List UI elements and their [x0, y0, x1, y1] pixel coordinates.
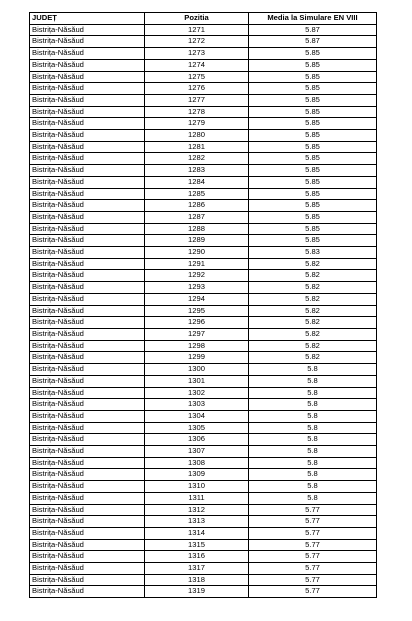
column-header-pozitia: Pozitia — [145, 13, 249, 25]
cell-judet: Bistrița-Năsăud — [30, 422, 145, 434]
cell-pozitia: 1315 — [145, 539, 249, 551]
table-row — [30, 24, 377, 36]
cell-judet: Bistrița-Năsăud — [30, 469, 145, 481]
cell-media: 5.8 — [249, 399, 377, 411]
cell-media: 5.83 — [249, 247, 377, 259]
table-row — [30, 118, 377, 130]
cell-media: 5.8 — [249, 364, 377, 376]
table-row — [30, 36, 377, 48]
cell-pozitia: 1300 — [145, 364, 249, 376]
cell-media: 5.87 — [249, 24, 377, 36]
cell-pozitia: 1282 — [145, 153, 249, 165]
cell-media: 5.85 — [249, 118, 377, 130]
table-header-row — [30, 13, 377, 25]
cell-pozitia: 1287 — [145, 211, 249, 223]
table-row — [30, 270, 377, 282]
cell-pozitia: 1297 — [145, 328, 249, 340]
table-row — [30, 235, 377, 247]
cell-media: 5.82 — [249, 328, 377, 340]
cell-media: 5.85 — [249, 71, 377, 83]
table-row — [30, 410, 377, 422]
table-row — [30, 188, 377, 200]
cell-media: 5.82 — [249, 305, 377, 317]
table-row — [30, 352, 377, 364]
column-header-media: Media la Simulare EN VIII — [249, 13, 377, 25]
cell-media: 5.77 — [249, 563, 377, 575]
results-sheet — [29, 12, 377, 598]
table-row — [30, 387, 377, 399]
cell-pozitia: 1276 — [145, 83, 249, 95]
cell-media: 5.8 — [249, 375, 377, 387]
cell-judet: Bistrița-Năsăud — [30, 24, 145, 36]
cell-media: 5.82 — [249, 352, 377, 364]
table-row — [30, 258, 377, 270]
cell-media: 5.85 — [249, 165, 377, 177]
cell-pozitia: 1316 — [145, 551, 249, 563]
cell-media: 5.77 — [249, 586, 377, 598]
cell-judet: Bistrița-Năsăud — [30, 176, 145, 188]
table-row — [30, 539, 377, 551]
cell-media: 5.8 — [249, 481, 377, 493]
cell-judet: Bistrița-Năsăud — [30, 153, 145, 165]
cell-pozitia: 1288 — [145, 223, 249, 235]
cell-media: 5.87 — [249, 36, 377, 48]
cell-judet: Bistrița-Năsăud — [30, 539, 145, 551]
table-row — [30, 59, 377, 71]
cell-media: 5.8 — [249, 422, 377, 434]
cell-media: 5.82 — [249, 293, 377, 305]
cell-judet: Bistrița-Năsăud — [30, 94, 145, 106]
cell-pozitia: 1283 — [145, 165, 249, 177]
cell-judet: Bistrița-Năsăud — [30, 258, 145, 270]
cell-media: 5.85 — [249, 223, 377, 235]
table-row — [30, 399, 377, 411]
table-row — [30, 48, 377, 60]
cell-pozitia: 1314 — [145, 527, 249, 539]
cell-judet: Bistrița-Năsăud — [30, 106, 145, 118]
cell-media: 5.85 — [249, 153, 377, 165]
cell-media: 5.85 — [249, 106, 377, 118]
table-row — [30, 200, 377, 212]
table-row — [30, 106, 377, 118]
cell-pozitia: 1284 — [145, 176, 249, 188]
cell-judet: Bistrița-Năsăud — [30, 36, 145, 48]
cell-pozitia: 1273 — [145, 48, 249, 60]
cell-pozitia: 1278 — [145, 106, 249, 118]
cell-pozitia: 1319 — [145, 586, 249, 598]
table-row — [30, 340, 377, 352]
cell-judet: Bistrița-Năsăud — [30, 188, 145, 200]
table-row — [30, 153, 377, 165]
cell-pozitia: 1298 — [145, 340, 249, 352]
cell-pozitia: 1289 — [145, 235, 249, 247]
cell-media: 5.8 — [249, 446, 377, 458]
cell-judet: Bistrița-Năsăud — [30, 586, 145, 598]
cell-judet: Bistrița-Năsăud — [30, 118, 145, 130]
results-table — [29, 12, 377, 598]
cell-pozitia: 1271 — [145, 24, 249, 36]
cell-media: 5.85 — [249, 176, 377, 188]
cell-judet: Bistrița-Năsăud — [30, 352, 145, 364]
cell-media: 5.85 — [249, 83, 377, 95]
cell-judet: Bistrița-Năsăud — [30, 83, 145, 95]
table-row — [30, 305, 377, 317]
cell-media: 5.77 — [249, 516, 377, 528]
cell-media: 5.85 — [249, 130, 377, 142]
table-row — [30, 375, 377, 387]
cell-judet: Bistrița-Năsăud — [30, 516, 145, 528]
cell-judet: Bistrița-Năsăud — [30, 71, 145, 83]
cell-media: 5.85 — [249, 59, 377, 71]
cell-judet: Bistrița-Năsăud — [30, 434, 145, 446]
cell-media: 5.77 — [249, 504, 377, 516]
cell-pozitia: 1313 — [145, 516, 249, 528]
cell-judet: Bistrița-Năsăud — [30, 492, 145, 504]
table-row — [30, 516, 377, 528]
table-row — [30, 165, 377, 177]
column-header-judet: JUDEȚ — [30, 13, 145, 25]
cell-pozitia: 1290 — [145, 247, 249, 259]
cell-pozitia: 1312 — [145, 504, 249, 516]
cell-media: 5.82 — [249, 340, 377, 352]
cell-pozitia: 1293 — [145, 282, 249, 294]
cell-media: 5.8 — [249, 492, 377, 504]
cell-pozitia: 1308 — [145, 457, 249, 469]
table-row — [30, 83, 377, 95]
table-row — [30, 492, 377, 504]
table-row — [30, 527, 377, 539]
table-row — [30, 364, 377, 376]
cell-judet: Bistrița-Năsăud — [30, 141, 145, 153]
cell-media: 5.77 — [249, 574, 377, 586]
cell-judet: Bistrița-Năsăud — [30, 200, 145, 212]
cell-pozitia: 1301 — [145, 375, 249, 387]
cell-media: 5.85 — [249, 94, 377, 106]
table-row — [30, 422, 377, 434]
cell-judet: Bistrița-Năsăud — [30, 410, 145, 422]
cell-judet: Bistrița-Năsăud — [30, 364, 145, 376]
cell-judet: Bistrița-Năsăud — [30, 59, 145, 71]
table-row — [30, 94, 377, 106]
cell-judet: Bistrița-Năsăud — [30, 317, 145, 329]
cell-judet: Bistrița-Năsăud — [30, 340, 145, 352]
table-row — [30, 293, 377, 305]
table-row — [30, 282, 377, 294]
cell-judet: Bistrița-Năsăud — [30, 563, 145, 575]
cell-pozitia: 1317 — [145, 563, 249, 575]
cell-media: 5.77 — [249, 551, 377, 563]
table-row — [30, 469, 377, 481]
cell-judet: Bistrița-Năsăud — [30, 223, 145, 235]
cell-judet: Bistrița-Năsăud — [30, 48, 145, 60]
cell-judet: Bistrița-Năsăud — [30, 504, 145, 516]
cell-pozitia: 1304 — [145, 410, 249, 422]
table-row — [30, 71, 377, 83]
cell-pozitia: 1291 — [145, 258, 249, 270]
cell-judet: Bistrița-Năsăud — [30, 293, 145, 305]
cell-media: 5.85 — [249, 141, 377, 153]
cell-pozitia: 1292 — [145, 270, 249, 282]
cell-pozitia: 1277 — [145, 94, 249, 106]
cell-media: 5.82 — [249, 258, 377, 270]
cell-pozitia: 1299 — [145, 352, 249, 364]
cell-pozitia: 1294 — [145, 293, 249, 305]
table-row — [30, 247, 377, 259]
cell-judet: Bistrița-Năsăud — [30, 574, 145, 586]
cell-judet: Bistrița-Năsăud — [30, 387, 145, 399]
cell-judet: Bistrița-Năsăud — [30, 527, 145, 539]
table-row — [30, 504, 377, 516]
cell-judet: Bistrița-Năsăud — [30, 235, 145, 247]
cell-media: 5.8 — [249, 457, 377, 469]
cell-pozitia: 1306 — [145, 434, 249, 446]
table-row — [30, 130, 377, 142]
table-row — [30, 317, 377, 329]
cell-pozitia: 1318 — [145, 574, 249, 586]
cell-judet: Bistrița-Năsăud — [30, 270, 145, 282]
table-row — [30, 446, 377, 458]
cell-media: 5.85 — [249, 48, 377, 60]
table-row — [30, 328, 377, 340]
table-row — [30, 211, 377, 223]
cell-media: 5.85 — [249, 211, 377, 223]
cell-pozitia: 1285 — [145, 188, 249, 200]
cell-judet: Bistrița-Năsăud — [30, 130, 145, 142]
cell-judet: Bistrița-Năsăud — [30, 165, 145, 177]
table-row — [30, 223, 377, 235]
cell-media: 5.82 — [249, 270, 377, 282]
cell-media: 5.8 — [249, 469, 377, 481]
cell-pozitia: 1307 — [145, 446, 249, 458]
cell-judet: Bistrița-Năsăud — [30, 305, 145, 317]
cell-pozitia: 1272 — [145, 36, 249, 48]
cell-media: 5.85 — [249, 235, 377, 247]
cell-judet: Bistrița-Năsăud — [30, 211, 145, 223]
cell-judet: Bistrița-Năsăud — [30, 375, 145, 387]
cell-judet: Bistrița-Năsăud — [30, 457, 145, 469]
cell-pozitia: 1310 — [145, 481, 249, 493]
table-row — [30, 481, 377, 493]
table-row — [30, 574, 377, 586]
table-row — [30, 563, 377, 575]
cell-pozitia: 1309 — [145, 469, 249, 481]
table-row — [30, 551, 377, 563]
cell-judet: Bistrița-Năsăud — [30, 328, 145, 340]
cell-pozitia: 1280 — [145, 130, 249, 142]
cell-pozitia: 1305 — [145, 422, 249, 434]
cell-pozitia: 1303 — [145, 399, 249, 411]
cell-media: 5.8 — [249, 410, 377, 422]
table-row — [30, 176, 377, 188]
cell-pozitia: 1279 — [145, 118, 249, 130]
cell-pozitia: 1311 — [145, 492, 249, 504]
table-row — [30, 141, 377, 153]
table-row — [30, 457, 377, 469]
cell-media: 5.82 — [249, 282, 377, 294]
table-row — [30, 434, 377, 446]
cell-judet: Bistrița-Năsăud — [30, 551, 145, 563]
cell-pozitia: 1295 — [145, 305, 249, 317]
cell-judet: Bistrița-Năsăud — [30, 247, 145, 259]
cell-judet: Bistrița-Năsăud — [30, 282, 145, 294]
cell-pozitia: 1275 — [145, 71, 249, 83]
table-row — [30, 586, 377, 598]
cell-judet: Bistrița-Năsăud — [30, 446, 145, 458]
cell-media: 5.85 — [249, 200, 377, 212]
cell-media: 5.85 — [249, 188, 377, 200]
table-body — [30, 24, 377, 597]
cell-pozitia: 1274 — [145, 59, 249, 71]
cell-pozitia: 1302 — [145, 387, 249, 399]
cell-media: 5.77 — [249, 527, 377, 539]
cell-pozitia: 1286 — [145, 200, 249, 212]
cell-media: 5.8 — [249, 387, 377, 399]
cell-media: 5.77 — [249, 539, 377, 551]
cell-judet: Bistrița-Năsăud — [30, 481, 145, 493]
cell-media: 5.8 — [249, 434, 377, 446]
cell-media: 5.82 — [249, 317, 377, 329]
cell-pozitia: 1296 — [145, 317, 249, 329]
cell-judet: Bistrița-Năsăud — [30, 399, 145, 411]
cell-pozitia: 1281 — [145, 141, 249, 153]
